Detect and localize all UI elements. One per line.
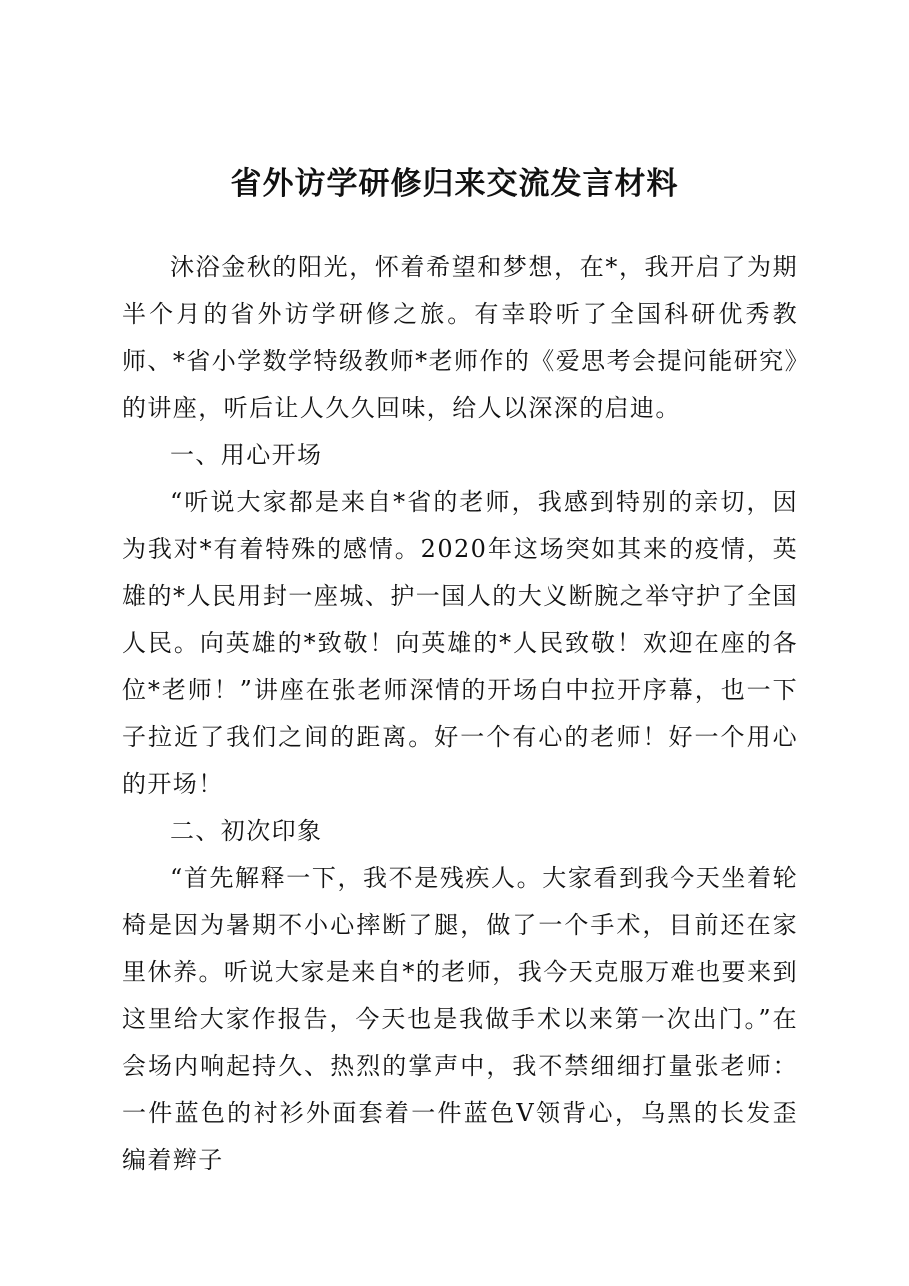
paragraph-section-2: “首先解释一下，我不是残疾人。大家看到我今天坐着轮椅是因为暑期不小心摔断了腿，做了一个手术，目前还在家里休养。听说大家是来自*的老师，我今天克服万难也要来到这里给大家作报告，今天也是我做手术以来第一次出门。”在会场内响起持久、热烈的掌声中，我不禁细细打量张老师：一件蓝色的衬衫外面套着一件蓝色V领背心，乌黑的长发歪编着辫子 [122, 864, 798, 1174]
paragraph-section-1: “听说大家都是来自*省的老师，我感到特别的亲切，因为我对*有着特殊的感情。2020年这场突如其来的疫情，英雄的*人民用封一座城、护一国人的大义断腕之举守护了全国人民。向英雄的*致敬！向英雄的*人民致敬！欢迎在座的各位*老师！”讲座在张老师深情的开场白中拉开序幕，也一下子拉近了我们之间的距离。好一个有心的老师！好一个用心的开场！ [122, 488, 798, 798]
document-title: 省外访学研修归来交流发言材料 [230, 166, 679, 202]
paragraph-intro: 沐浴金秋的阳光，怀着希望和梦想，在*，我开启了为期半个月的省外访学研修之旅。有幸聆听了全国科研优秀教师、*省小学数学特级教师*老师作的《爱思考会提问能研究》的讲座，听后让人久久回味，给人以深深的启迪。 [122, 253, 798, 422]
document-body [122, 244, 798, 1184]
section-heading-2: 二、初次印象 [170, 817, 323, 845]
section-heading-1: 一、用心开场 [170, 441, 323, 469]
